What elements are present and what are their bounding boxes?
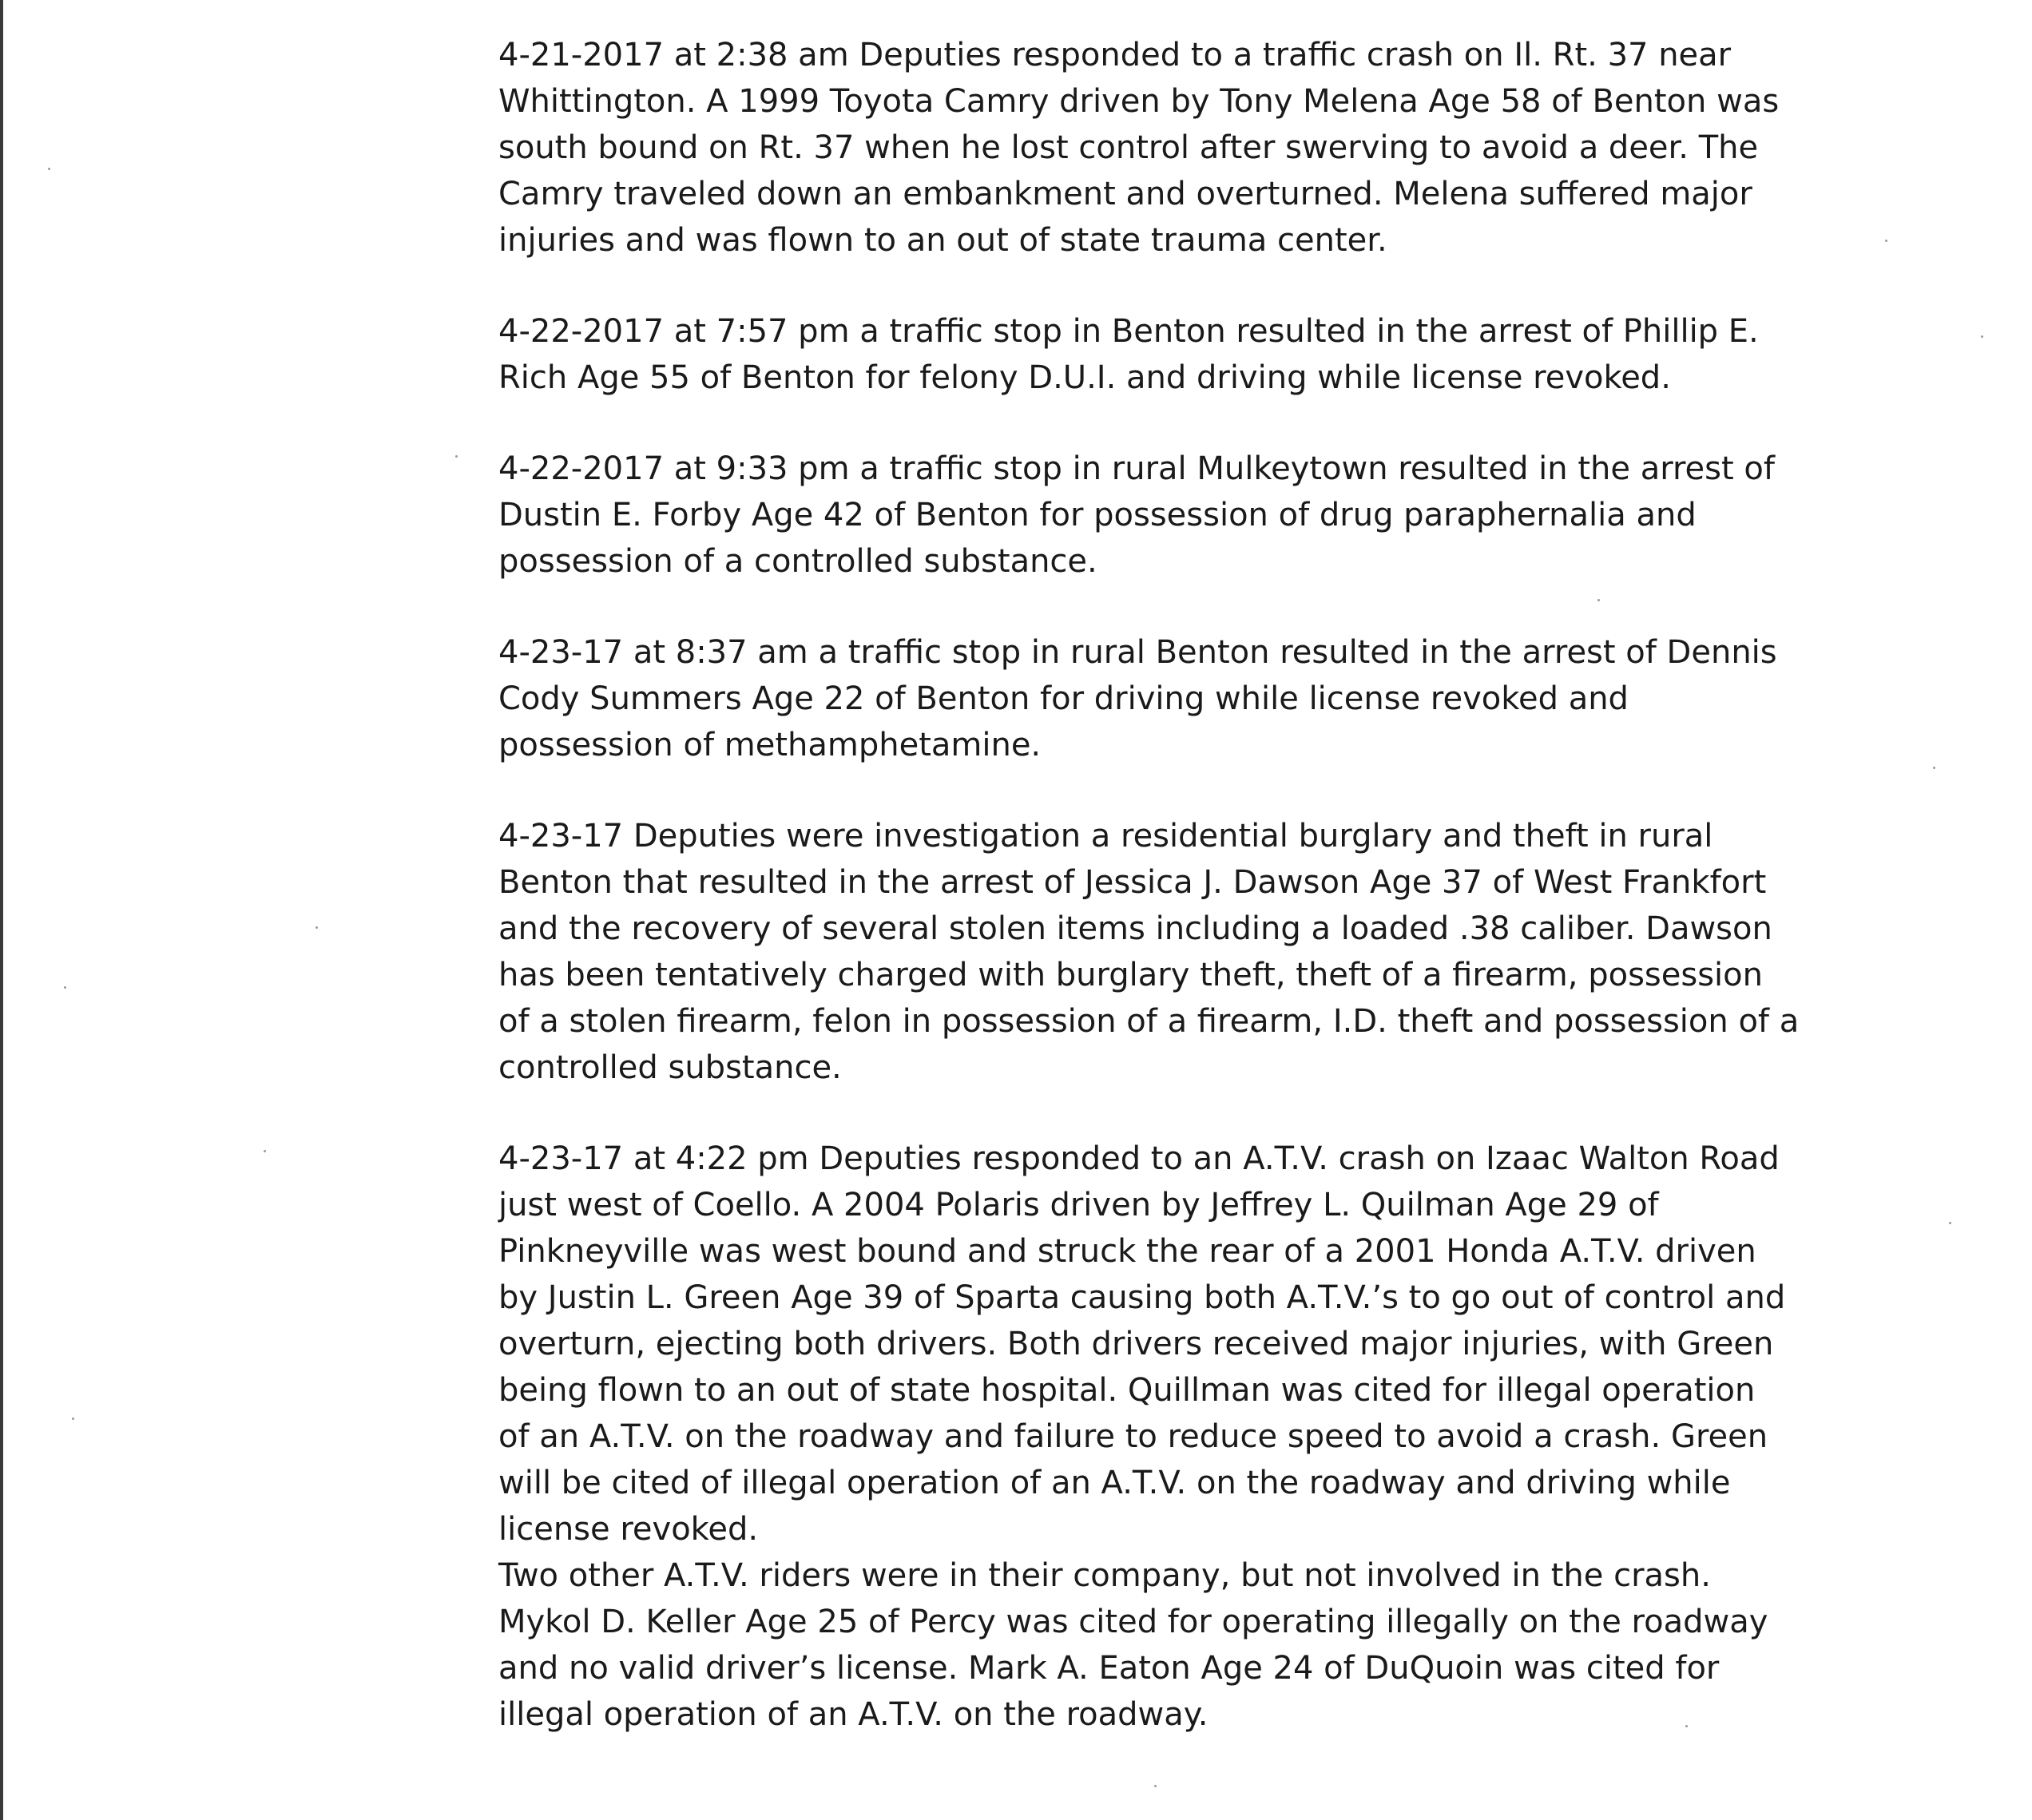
entry-line: possession of a controlled substance. [498, 543, 1097, 580]
entry-line: 4-23-17 at 8:37 am a traffic stop in rural Benton resulted in the arrest of Dennis [498, 634, 1777, 671]
entry-line: Benton that resulted in the arrest of Jessica J. Dawson Age 37 of West Frankfort [498, 864, 1767, 901]
scan-speck [1949, 1222, 1951, 1224]
entry-line: controlled substance. [498, 1049, 842, 1086]
scan-speck [1933, 767, 1935, 769]
log-entry [498, 308, 1773, 401]
entry-line: 4-22-2017 at 9:33 pm a traffic stop in rural Mulkeytown resulted in the arrest of [498, 450, 1775, 487]
log-entry [498, 446, 1773, 585]
scan-speck [1885, 240, 1887, 242]
entry-line: Cody Summers Age 22 of Benton for driving while license revoked and [498, 680, 1629, 717]
entry-line: injuries and was flown to an out of state trauma center. [498, 222, 1387, 259]
log-entry [498, 1552, 1773, 1738]
entry-line: Camry traveled down an embankment and overturned. Melena suffered major [498, 176, 1752, 212]
entry-line: Pinkneyville was west bound and struck the rear of a 2001 Honda A.T.V. driven [498, 1233, 1756, 1270]
entry-line: 4-23-17 at 4:22 pm Deputies responded to an A.T.V. crash on Izaac Walton Road [498, 1140, 1780, 1177]
entry-line: of a stolen firearm, felon in possession of a firearm, I.D. theft and possession of a [498, 1003, 1800, 1040]
entry-line: Two other A.T.V. riders were in their company, but not involved in the crash. [498, 1557, 1711, 1594]
entry-line: illegal operation of an A.T.V. on the roadway. [498, 1696, 1208, 1733]
report-body [498, 32, 1800, 1738]
entry-line: and no valid driver’s license. Mark A. Eaton Age 24 of DuQuoin was cited for [498, 1650, 1720, 1687]
log-entry [498, 32, 1780, 264]
entry-line: Rich Age 55 of Benton for felony D.U.I. and driving while license revoked. [498, 359, 1671, 396]
entry-line: by Justin L. Green Age 39 of Sparta causing both A.T.V.’s to go out of control and [498, 1279, 1786, 1316]
entry-line: possession of methamphetamine. [498, 727, 1042, 763]
entry-line: license revoked. [498, 1511, 759, 1548]
scan-speck [1981, 335, 1983, 338]
entry-line: of an A.T.V. on the roadway and failure to reduce speed to avoid a crash. Green [498, 1418, 1768, 1455]
scan-speck [72, 1418, 74, 1420]
entry-line: Dustin E. Forby Age 42 of Benton for possession of drug paraphernalia and [498, 497, 1697, 533]
entry-line: Mykol D. Keller Age 25 of Percy was cited for operating illegally on the roadway [498, 1604, 1768, 1640]
entry-line: being flown to an out of state hospital. Quillman was cited for illegal operation [498, 1372, 1756, 1409]
scan-speck [1154, 1785, 1157, 1787]
log-entry [498, 629, 1777, 768]
entry-line: and the recovery of several stolen items including a loaded .38 caliber. Dawson [498, 910, 1772, 947]
entry-line: 4-22-2017 at 7:57 pm a traffic stop in Benton resulted in the arrest of Phillip E. [498, 313, 1759, 350]
log-entry [498, 813, 1800, 1091]
log-entry [498, 1136, 1786, 1552]
page-left-edge [0, 0, 3, 1820]
scan-speck [48, 168, 50, 170]
entry-line: will be cited of illegal operation of an A.T.V. on the roadway and driving while [498, 1465, 1731, 1501]
scan-speck [455, 455, 458, 458]
scan-speck [64, 986, 66, 989]
entry-line: Whittington. A 1999 Toyota Camry driven by Tony Melena Age 58 of Benton was [498, 83, 1780, 120]
entry-line: 4-23-17 Deputies were investigation a residential burglary and theft in rural [498, 818, 1713, 854]
entry-line: south bound on Rt. 37 when he lost control after swerving to avoid a deer. The [498, 129, 1759, 166]
entry-line: just west of Coello. A 2004 Polaris driven by Jeffrey L. Quilman Age 29 of [498, 1187, 1659, 1223]
entry-line: overturn, ejecting both drivers. Both drivers received major injuries, with Green [498, 1326, 1774, 1362]
scan-speck [264, 1150, 266, 1152]
entry-line: has been tentatively charged with burglary theft, theft of a firearm, possession [498, 957, 1763, 993]
scan-speck [316, 926, 318, 929]
entry-line: 4-21-2017 at 2:38 am Deputies responded to a traffic crash on Il. Rt. 37 near [498, 37, 1732, 73]
